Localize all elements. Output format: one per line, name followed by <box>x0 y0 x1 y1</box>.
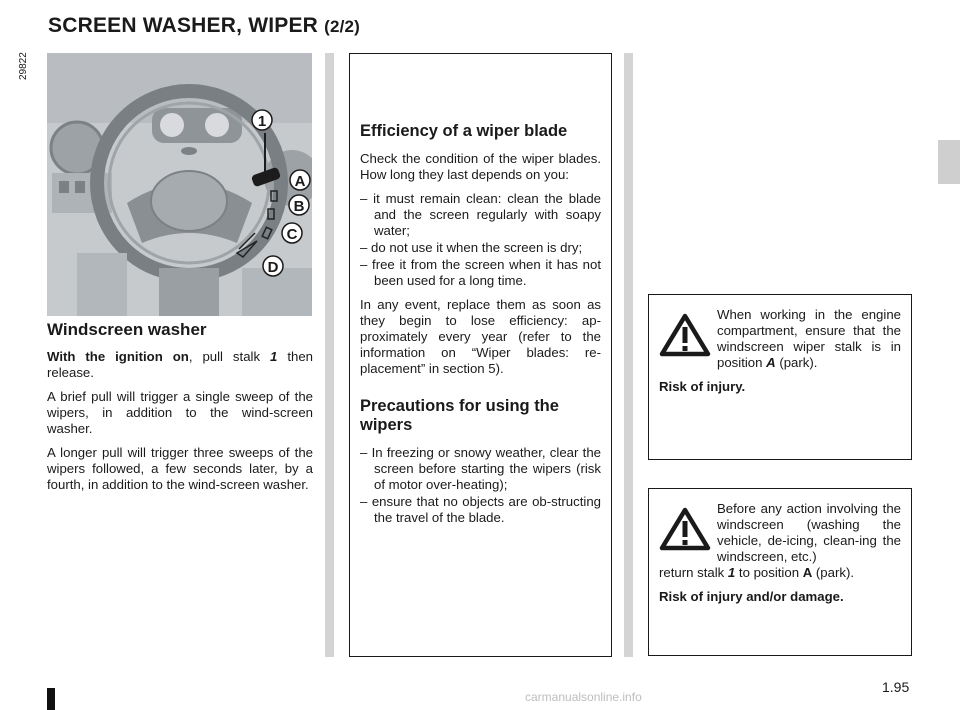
washer-paragraph-1 <box>47 349 313 381</box>
page-title-text: SCREEN WASHER, WIPER <box>48 14 319 37</box>
callout-a: A <box>294 173 306 190</box>
callout-c: C <box>286 226 298 243</box>
warning-1-text-a: When working in the engine compartment, ensure that the windscreen wiper stalk is in position <box>717 307 901 370</box>
warning-2-after <box>659 565 901 581</box>
windscreen-washer-section <box>47 320 313 501</box>
warning-1-risk: Risk of injury. <box>659 379 746 394</box>
callout-d: D <box>267 259 279 276</box>
washer-stalk-ref: 1 <box>270 349 278 364</box>
windscreen-washer-heading: Windscreen washer <box>47 320 207 339</box>
ignition-on-text: With the ignition on <box>47 349 189 364</box>
efficiency-closing: In any event, replace them as soon as they begin to lose efficiency: ap-proximately every year (refer to the information on “Wiper blades: re-placement” in section 5). <box>360 297 601 376</box>
callout-b: B <box>293 198 305 215</box>
section-tab <box>938 140 960 184</box>
warning-1-text <box>717 307 901 371</box>
washer-paragraph-2: A brief pull will trigger a single sweep of the wipers, in addition to the wind-screen washer. <box>47 389 313 436</box>
washer-p1-rest: , pull stalk <box>188 349 271 364</box>
warning-box-windscreen <box>648 488 912 656</box>
precautions-list <box>360 445 601 526</box>
precautions-item: – ensure that no objects are ob-structing the travel of the blade. <box>360 494 601 525</box>
efficiency-intro: Check the condition of the wiper blades. How long they last depends on you: <box>360 151 601 182</box>
efficiency-list <box>360 191 601 289</box>
column-divider-right <box>624 53 633 657</box>
warning-2-stalk: 1 <box>727 565 736 580</box>
efficiency-item: – it must remain clean: clean the blade and the screen regularly with soapy water; <box>360 191 601 238</box>
wiper-info-box <box>349 53 612 657</box>
washer-paragraph-3: A longer pull will trigger three sweeps of the wipers followed, a few seconds later, by a fourth, in addition to the wind-screen washer. <box>47 445 313 492</box>
efficiency-heading: Efficiency of a wiper blade <box>360 122 568 140</box>
warning-2-text: Before any action involving the windscreen (washing the vehicle, de-icing, clean-ing the windscreen, etc.) <box>717 501 901 564</box>
warning-2-text-d: (park). <box>812 565 854 580</box>
warning-1-text-b: (park). <box>775 355 818 370</box>
page-title <box>48 14 360 38</box>
warning-box-engine <box>648 294 912 460</box>
warning-2-text-c: to position <box>735 565 803 580</box>
warning-triangle-icon <box>659 507 711 551</box>
precautions-heading: Precautions for using the wipers <box>360 397 559 434</box>
warning-2-text-b: return stalk <box>659 565 728 580</box>
warning-1-position: A <box>766 355 776 370</box>
watermark-text: carmanualsonline.info <box>525 690 642 704</box>
page-subtitle: (2/2) <box>324 17 361 36</box>
image-code: 29822 <box>18 52 29 80</box>
callout-1: 1 <box>257 113 267 130</box>
efficiency-item: – do not use it when the screen is dry; <box>360 240 583 255</box>
warning-2-row <box>659 501 901 565</box>
efficiency-item: – free it from the screen when it has not been used for a long time. <box>360 257 601 288</box>
callout-labels <box>220 100 340 340</box>
warning-1-row <box>659 307 901 371</box>
page-number: 1.95 <box>882 679 910 695</box>
warning-2-position: A <box>802 565 813 580</box>
precautions-item: – In freezing or snowy weather, clear the screen before starting the wipers (risk of motor over-heating); <box>360 445 601 492</box>
edge-mark <box>47 688 55 710</box>
warning-2-risk: Risk of injury and/or damage. <box>659 589 844 604</box>
warning-triangle-icon <box>659 313 711 357</box>
washer-p1-end: then release. <box>47 349 313 380</box>
